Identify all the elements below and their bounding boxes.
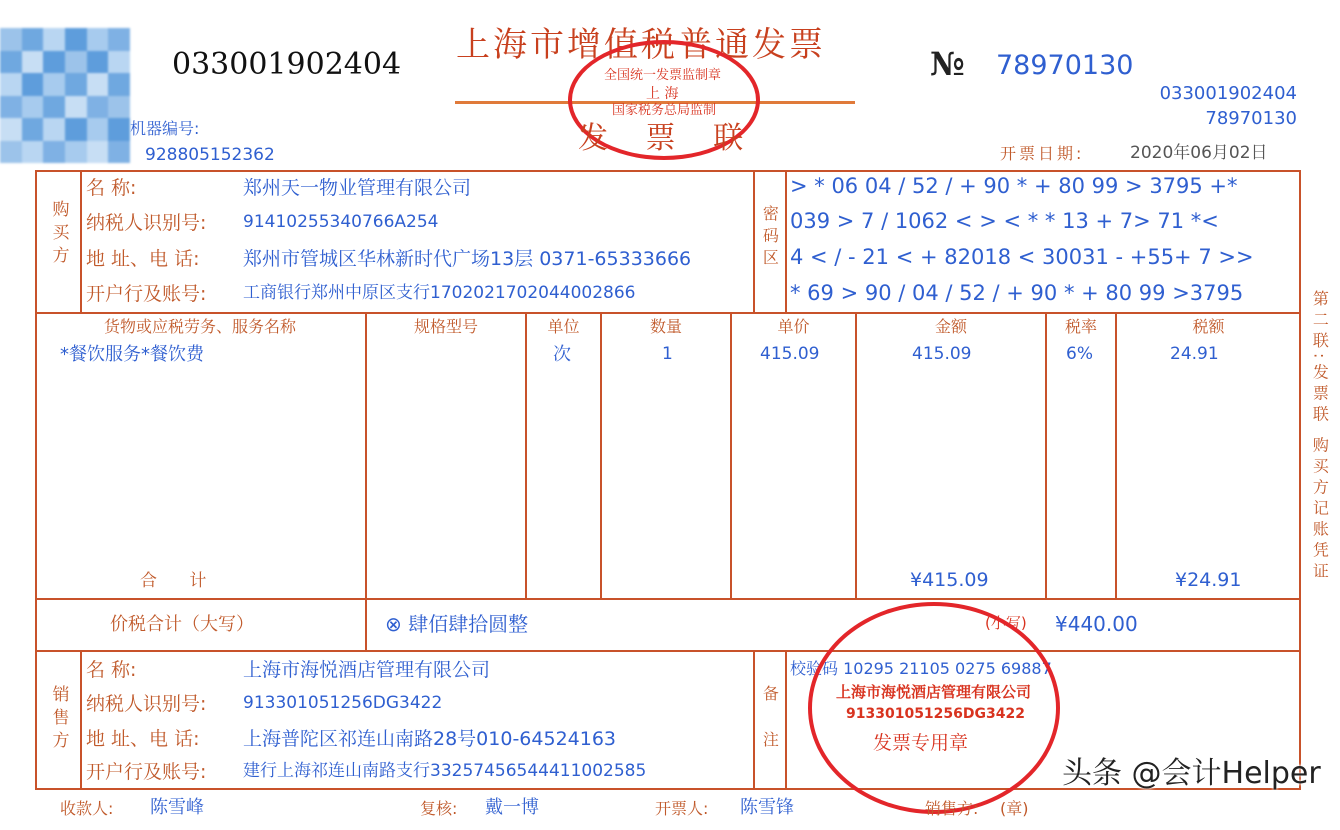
seller-name-label: 名 称:: [86, 659, 137, 681]
reviewer: 戴一博: [485, 797, 539, 818]
machine-no-label: 机器编号:: [130, 119, 200, 138]
cipher-line: * 69 > 90 / 04 / 52 / + 90 * + 80 99 >3795: [790, 281, 1244, 305]
col-header-item: 货物或应税劳务、服务名称: [103, 317, 296, 336]
qr-code-blurred: [0, 28, 130, 163]
item-tax: 24.91: [1170, 344, 1219, 364]
buyer-bank: 工商银行郑州中原区支行1702021702044002866: [243, 283, 636, 303]
number-symbol: №: [930, 45, 965, 83]
payee-label: 收款人:: [60, 799, 114, 818]
seal-company: 上海市海悦酒店管理有限公司: [836, 683, 1032, 701]
seller-sign-mark: (章): [1000, 799, 1029, 818]
item-price: 415.09: [760, 344, 820, 364]
invoice-code: 033001902404: [172, 47, 402, 82]
cipher-line: 039 > 7 / 1062 < > < * * 13 + 7> 71 *<: [790, 209, 1219, 233]
item-name: *餐饮服务*餐饮费: [60, 344, 204, 365]
stamp-mid-text: 上 海: [646, 86, 679, 102]
copy-side-text: 第二联:发票联 购买方记账凭证: [1310, 290, 1330, 584]
col-header-price: 单价: [777, 317, 810, 336]
invoice-number: 78970130: [996, 50, 1134, 81]
remarks-label: 备注: [760, 685, 780, 777]
date-label: 开票日期:: [1000, 144, 1085, 163]
buyer-name-label: 名 称:: [86, 177, 137, 199]
copy-label: 发 票 联: [578, 121, 758, 156]
buyer-section-label: 购买方: [48, 200, 69, 269]
watermark: 头条 @会计Helper: [1062, 756, 1321, 791]
invoice-date: 2020年06月02日: [1130, 143, 1268, 163]
col-header-tax: 税额: [1192, 317, 1225, 336]
seller-address-label: 地 址、电 话:: [86, 728, 200, 750]
buyer-tax-id: 91410255340766A254: [243, 212, 439, 232]
grand-total-words: ⊗ 肆佰肆拾圆整: [385, 612, 529, 636]
seal-tax-id: 913301051256DG3422: [846, 706, 1025, 722]
seller-section-label: 销售方: [48, 685, 69, 754]
invoice-number-small: 78970130: [1205, 108, 1297, 129]
total-amount: ¥415.09: [910, 569, 989, 591]
invoice-code-small: 033001902404: [1159, 83, 1297, 104]
seller-sign-label: 销售方:: [925, 799, 979, 818]
col-header-spec: 规格型号: [413, 317, 478, 336]
seller-tax-id: 913301051256DG3422: [243, 693, 443, 713]
seller-address: 上海普陀区祁连山南路28号010-64524163: [243, 728, 617, 750]
seller-tax-label: 纳税人识别号:: [86, 693, 207, 715]
seller-bank: 建行上海祁连山南路支行33257456544411002585: [243, 761, 647, 781]
buyer-bank-label: 开户行及账号:: [86, 283, 207, 305]
buyer-address-label: 地 址、电 话:: [86, 248, 200, 270]
col-header-qty: 数量: [649, 317, 682, 336]
drawer: 陈雪锋: [740, 797, 794, 818]
item-amount: 415.09: [912, 344, 972, 364]
seller-name: 上海市海悦酒店管理有限公司: [243, 659, 491, 681]
remarks-text: 校验码 10295 21105 0275 69887: [790, 659, 1052, 678]
grand-total-amount: ¥440.00: [1055, 612, 1138, 636]
buyer-tax-label: 纳税人识别号:: [86, 212, 207, 234]
cipher-line: > * 06 04 / 52 / + 90 * + 80 99 > 3795 +*: [790, 174, 1238, 198]
seller-bank-label: 开户行及账号:: [86, 761, 207, 783]
grand-total-small-label: (小写): [985, 614, 1027, 632]
payee: 陈雪峰: [150, 797, 204, 818]
grand-total-label: 价税合计（大写）: [110, 614, 254, 635]
machine-no: 928805152362: [145, 145, 275, 165]
item-unit: 次: [553, 344, 571, 365]
col-header-unit: 单位: [547, 317, 580, 336]
total-label: 合 计: [140, 571, 207, 591]
stamp-top-text: 全国统一发票监制章: [604, 68, 722, 83]
cipher-label: 密码区: [760, 205, 780, 271]
buyer-name: 郑州天一物业管理有限公司: [243, 177, 472, 199]
cipher-line: 4 < / - 21 < + 82018 < 30031 - +55+ 7 >>: [790, 245, 1254, 269]
total-tax: ¥24.91: [1175, 569, 1242, 591]
reviewer-label: 复核:: [420, 799, 458, 818]
invoice-title: 上海市增值税普通发票: [456, 25, 826, 65]
item-qty: 1: [662, 344, 673, 364]
item-rate: 6%: [1066, 344, 1093, 364]
col-header-rate: 税率: [1064, 317, 1097, 336]
seal-type: 发票专用章: [873, 732, 969, 754]
stamp-bottom-text: 国家税务总局监制: [612, 103, 717, 118]
drawer-label: 开票人:: [655, 799, 709, 818]
buyer-address: 郑州市管城区华林新时代广场13层 0371-65333666: [243, 248, 692, 270]
col-header-amount: 金额: [934, 317, 967, 336]
